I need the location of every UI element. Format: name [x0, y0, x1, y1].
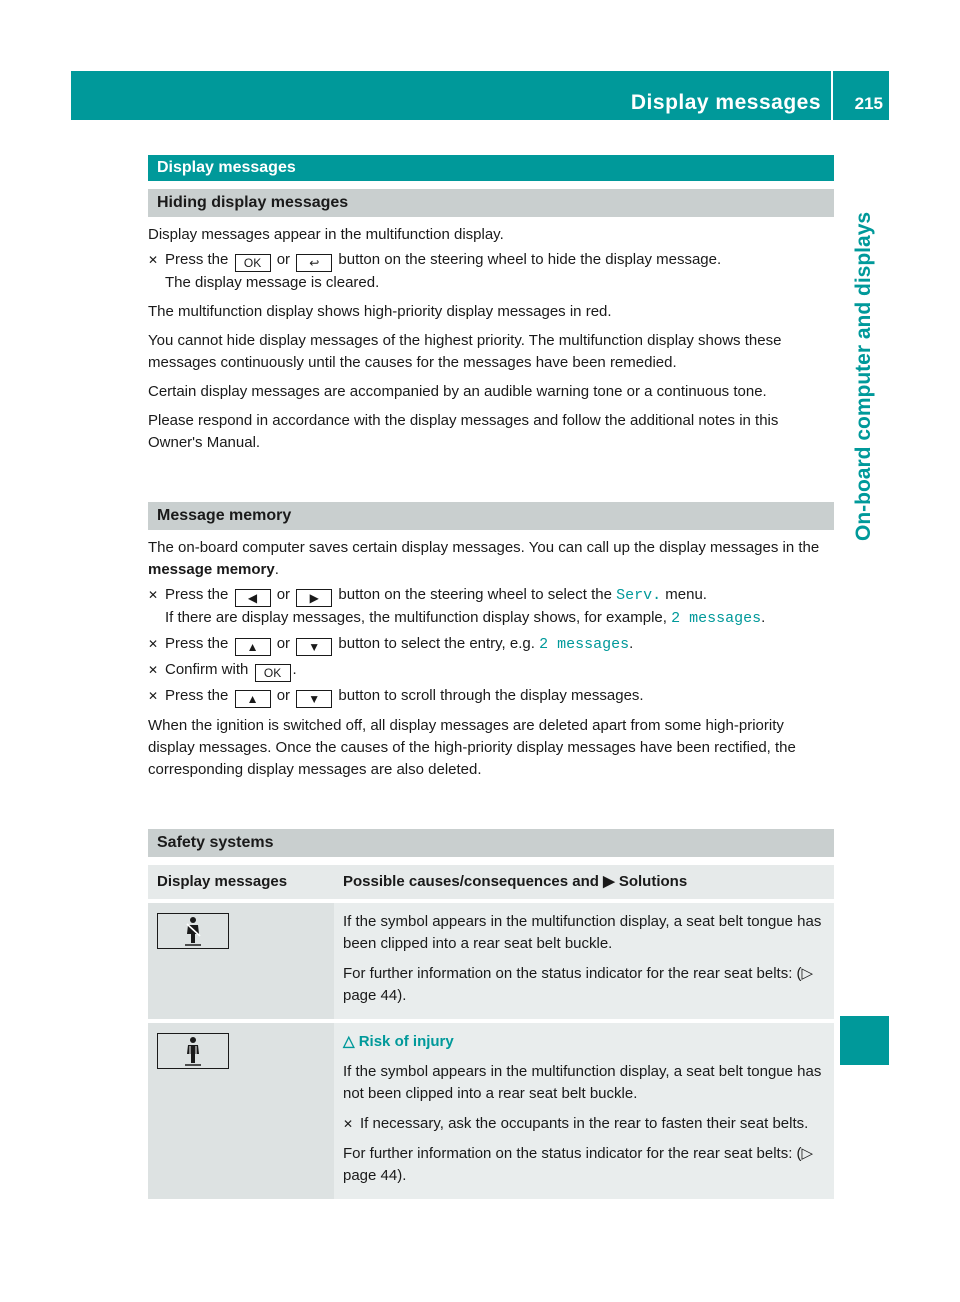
symbol-cell — [148, 1021, 334, 1199]
step-text: Press the — [165, 635, 229, 652]
step-text: menu. — [665, 586, 707, 603]
warning-triangle-icon: △ — [343, 1033, 355, 1050]
step-arrow-icon: ✕ — [148, 253, 159, 267]
step-text: Press the — [165, 687, 229, 704]
subsection-safety-title: Safety systems — [148, 829, 834, 857]
hiding-p3: Certain display messages are accompanied by an audible warning tone or a continuous tone. — [148, 383, 767, 400]
step-text: Confirm with — [165, 661, 249, 678]
step-text: button to scroll through the display messages. — [338, 687, 644, 704]
side-tab — [840, 121, 889, 1001]
step-arrow-icon: ✕ — [148, 689, 159, 703]
step-text: or — [276, 635, 291, 652]
side-marker — [840, 1016, 889, 1065]
step-text: or — [276, 251, 291, 268]
step-arrow-icon: ✕ — [148, 588, 159, 602]
symbol-cell — [148, 901, 334, 1021]
solution-arrow-icon: ▶ — [603, 873, 615, 890]
step-text: . — [292, 661, 297, 678]
subsection-hiding-title: Hiding display messages — [148, 189, 834, 217]
step-text: If necessary, ask the occupants in the rear to fasten their seat belts. — [360, 1115, 809, 1132]
memory-intro — [148, 537, 834, 581]
main-content — [148, 155, 834, 1199]
ok-button-icon: OK — [235, 254, 271, 272]
section-title: Display messages — [148, 155, 834, 181]
seat-belt-unfastened-icon — [157, 1033, 229, 1069]
display-text-messages: 2 messages — [671, 610, 762, 627]
step-arrow-icon: ✕ — [343, 1117, 354, 1131]
column-header-text: Solutions — [618, 873, 688, 890]
hiding-p1: The multifunction display shows high-priority display messages in red. — [148, 303, 612, 320]
warning-heading — [343, 1031, 825, 1053]
instruction-step — [343, 1113, 825, 1135]
description-cell — [334, 901, 834, 1021]
display-text-messages: 2 messages — [539, 636, 630, 653]
memory-intro-end: . — [274, 561, 279, 578]
description-text: If the symbol appears in the multifunction display, a seat belt tongue has not been clipped into a rear seat belt buckle. — [343, 1063, 822, 1102]
description-reference: For further information on the status indicator for the rear seat belts: (▷ page 44). — [343, 1145, 814, 1184]
seat-belt-fastened-icon — [157, 913, 229, 949]
up-button-icon: ▲ — [235, 690, 271, 708]
step-result — [165, 607, 834, 630]
step-result-end: . — [761, 609, 766, 626]
back-button-icon: ↩ — [296, 254, 332, 272]
step-text: button on the steering wheel to select the — [338, 586, 612, 603]
table-row — [148, 1021, 834, 1199]
memory-step-2 — [148, 633, 834, 656]
safety-table — [148, 865, 834, 1199]
step-text: or — [276, 586, 291, 603]
side-tab-label: On-board computer and displays — [852, 211, 875, 541]
header-title: Display messages — [630, 91, 821, 114]
description-cell — [334, 1021, 834, 1199]
column-header-text: Possible causes/consequences and — [343, 873, 599, 890]
up-button-icon: ▲ — [235, 638, 271, 656]
hiding-p4: Please respond in accordance with the display messages and follow the additional notes in this Owner's Manual. — [148, 412, 779, 451]
step-text: Press the — [165, 586, 229, 603]
step-result: The display message is cleared. — [165, 274, 380, 291]
hiding-p2: You cannot hide display messages of the highest priority. The multifunction display shows these messages continuously until the causes for the messages have been remedied. — [148, 332, 782, 371]
memory-step-1 — [148, 584, 834, 630]
page-number: 215 — [854, 94, 883, 113]
column-header-causes — [334, 865, 834, 901]
warning-text: Risk of injury — [358, 1033, 454, 1050]
memory-outro: When the ignition is switched off, all display messages are deleted apart from some high-priority display messages. Once the causes of the high-priority display messages have been rectified, the corresponding display messages are also deleted. — [148, 717, 796, 778]
hiding-intro: Display messages appear in the multifunction display. — [148, 226, 504, 243]
step-result-text: If there are display messages, the multifunction display shows, for example, — [165, 609, 667, 626]
down-button-icon: ▼ — [296, 690, 332, 708]
description-text: If the symbol appears in the multifunction display, a seat belt tongue has been clipped into a rear seat belt buckle. — [343, 913, 822, 952]
table-row — [148, 901, 834, 1021]
step-text: or — [276, 687, 291, 704]
step-arrow-icon: ✕ — [148, 637, 159, 651]
memory-step-4 — [148, 685, 834, 708]
step-text: . — [629, 635, 634, 652]
memory-step-3 — [148, 659, 834, 682]
subsection-memory-title: Message memory — [148, 502, 834, 530]
header-divider — [831, 71, 833, 120]
step-text: Press the — [165, 251, 229, 268]
page-header — [71, 71, 889, 120]
description-reference: For further information on the status indicator for the rear seat belts: (▷ page 44). — [343, 965, 814, 1004]
ok-button-icon: OK — [255, 664, 291, 682]
down-button-icon: ▼ — [296, 638, 332, 656]
memory-intro-bold: message memory — [148, 561, 275, 578]
column-header-display-messages: Display messages — [148, 865, 334, 901]
hiding-step — [148, 249, 834, 294]
left-button-icon: ◀ — [235, 589, 271, 607]
step-text: button to select the entry, e.g. — [338, 635, 535, 652]
memory-intro-text: The on-board computer saves certain display messages. You can call up the display messages in the — [148, 539, 820, 556]
display-text-serv: Serv. — [616, 587, 662, 604]
step-text: button on the steering wheel to hide the display message. — [338, 251, 722, 268]
step-arrow-icon: ✕ — [148, 663, 159, 677]
right-button-icon: ▶ — [296, 589, 332, 607]
